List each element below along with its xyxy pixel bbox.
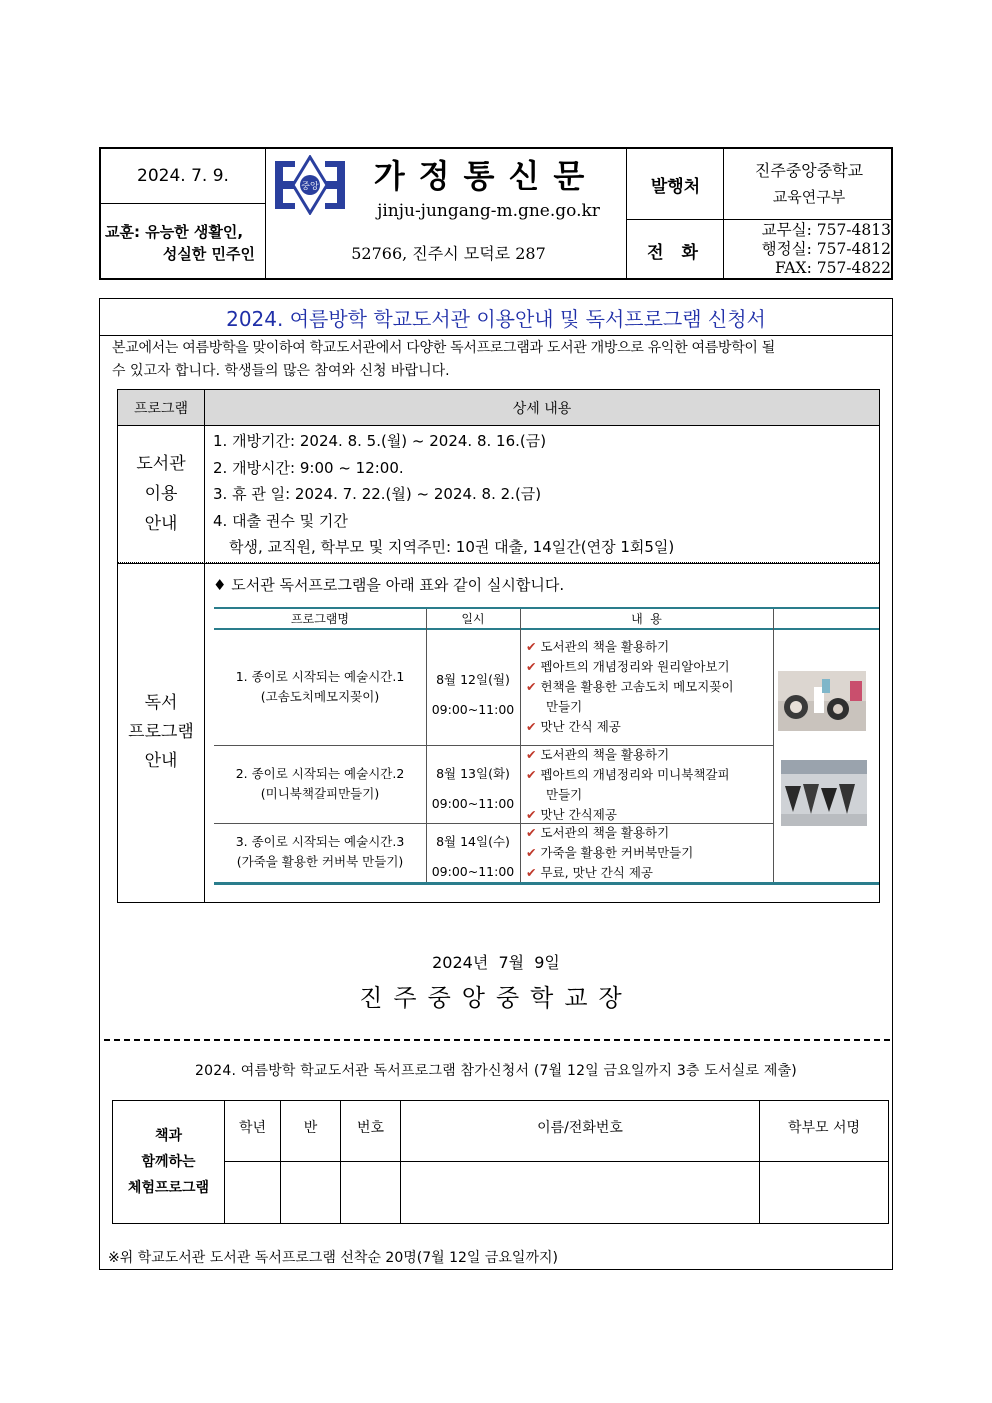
program-3-datetime [426,827,520,887]
library-label-1: 도서관 [136,454,186,475]
col-detail-header: 상세 내용 [205,390,880,426]
form-row-label-1: 책과 [154,1128,183,1144]
program-2-datetime [426,759,520,819]
check-icon: ✔ [526,659,537,674]
program-3-item: ✔ 도서관의 책을 활용하기 [526,825,670,840]
program-3-title: 3. 종이로 시작되는 예술시간.3 [235,834,405,849]
cut-line [104,1039,890,1041]
program-2-item: ✔ 펩아트의 개념정리와 미니북책갈피 [526,767,730,782]
program-3-subtitle: (가죽을 활용한 커버북 만들기) [236,854,404,869]
publisher-dept: 교육연구부 [772,188,846,206]
check-icon: ✔ [526,865,537,880]
program-1-name [214,667,426,707]
col-number: 번호 [341,1101,401,1162]
school-website: jinju-jungang-m.gne.go.kr [377,201,600,221]
library-closed-days: 3. 휴 관 일: 2024. 7. 22.(월) ~ 2024. 8. 2.(금) [213,485,542,503]
check-icon: ✔ [526,747,537,762]
grade-input[interactable] [225,1162,281,1224]
publisher-label: 발행처 [650,176,701,197]
program-3-content [526,823,771,883]
intro-line-1: 본교에서는 여름방학을 맞이하여 학교도서관에서 다양한 독서프로그램과 도서관 개방으로 유익한 여름방학이 될 [112,340,776,356]
phone-admin-office: 행정실: 757-4812 [761,240,891,258]
check-icon: ✔ [526,807,537,822]
svg-text:중앙: 중앙 [301,182,319,192]
form-row-label-2: 함께하는 [141,1154,196,1170]
col-grade: 학년 [225,1101,281,1162]
program-1-date: 8월 12일(월) [436,672,510,687]
program-2-time: 09:00~11:00 [431,796,515,811]
phone-fax: FAX: 757-4822 [774,259,891,277]
col-program-content: 내 용 [631,612,662,626]
bookmark-photo-icon [781,760,867,826]
reading-label-cell [118,563,205,902]
program-1-item: ✔ 헌책을 활용한 고솜도치 메모지꽂이 [526,679,734,694]
application-footnote: ※위 학교도서관 도서관 독서프로그램 선착순 20명(7월 12일 금요일까지) [108,1250,558,1266]
program-3-time: 09:00~11:00 [431,864,515,879]
phone-teachers-office: 교무실: 757-4813 [761,221,891,239]
craft-photo-icon [778,671,866,731]
col-class: 반 [281,1101,341,1162]
reading-label-2: 프로그램 [128,722,194,742]
program-1-datetime [426,665,520,725]
program-3-date: 8월 14일(수) [436,834,510,849]
check-icon: ✔ [526,679,537,694]
sign-date: 2024년 7월 9일 [432,953,560,972]
school-motto [101,205,265,280]
principal-name: 진주중앙중학교장 [359,984,633,1012]
publisher-info [725,149,893,219]
library-open-period: 1. 개방기간: 2024. 8. 5.(월) ~ 2024. 8. 16.(금) [213,432,547,450]
program-3-item: ✔ 가죽을 활용한 커버북만들기 [526,845,694,860]
phone-numbers [729,221,891,278]
library-open-hours: 2. 개방시간: 9:00 ~ 12:00. [213,458,404,477]
program-1-time: 09:00~11:00 [431,702,515,717]
phone-label: 전 화 [647,243,704,263]
check-icon: ✔ [526,767,537,782]
program-2-name [214,764,426,804]
newsletter-header [99,147,893,280]
program-3-name [214,832,426,872]
school-logo [273,155,347,215]
application-form [112,1100,889,1224]
check-icon: ✔ [526,825,537,840]
program-1-item: ✔ 펩아트의 개념정리와 원리알아보기 [526,659,730,674]
intro-text [112,337,887,383]
school-address: 52766, 진주시 모덕로 287 [351,244,546,263]
check-icon: ✔ [526,639,537,654]
program-2-title: 2. 종이로 시작되는 예술시간.2 [235,766,405,781]
reading-program-table [214,607,879,885]
notice-title: 2024. 여름방학 학교도서관 이용안내 및 독서프로그램 신청서 [226,307,766,331]
parent-signature-input[interactable] [760,1162,889,1224]
program-2-item: ✔ 도서관의 책을 활용하기 [526,747,670,762]
library-label-cell [118,426,205,564]
publisher-name: 진주중앙중학교 [754,161,864,180]
library-loan-detail: 학생, 교직원, 학부모 및 지역주민: 10권 대출, 14일간(연장 1회5일) [229,538,675,556]
reading-lead: ♦ 도서관 독서프로그램을 아래 표와 같이 실시합니다. [213,575,565,594]
program-2-item-wrap: 만들기 [546,787,583,802]
program-2-subtitle: (미니북책갈피만들기) [260,786,380,801]
school-logo-icon [273,155,347,215]
program-photo-1 [778,671,866,731]
issue-date: 2024. 7. 9. [137,166,229,186]
col-program-name: 프로그램명 [291,612,349,626]
col-name-phone: 이름/전화번호 [401,1101,760,1162]
program-1-title: 1. 종이로 시작되는 예술시간.1 [235,669,405,684]
program-3-item: ✔ 무료, 맛난 간식 제공 [526,865,653,880]
library-label-3: 안내 [144,514,178,535]
name-phone-input[interactable] [401,1162,760,1224]
motto-line-1: 교훈: 유능한 생활인, [105,222,244,241]
motto-line-2: 성실한 민주인 [162,244,255,263]
reading-label-1: 독서 [144,693,178,713]
library-detail-cell [205,426,880,564]
newsletter-title: 가정통신문 [373,157,599,195]
check-icon: ✔ [526,719,537,734]
number-input[interactable] [341,1162,401,1224]
form-row-label-3: 체험프로그램 [127,1180,210,1196]
check-icon: ✔ [526,845,537,860]
program-1-item-wrap: 만들기 [546,699,583,714]
application-title: 2024. 여름방학 학교도서관 독서프로그램 참가신청서 (7월 12일 금요일까지 3층 도서실로 제출) [195,1063,797,1079]
library-loan-title: 4. 대출 권수 및 기간 [213,511,348,530]
reading-label-3: 안내 [144,751,178,771]
intro-line-2: 수 있고자 합니다. 학생들의 많은 참여와 신청 바랍니다. [112,363,450,379]
class-input[interactable] [281,1162,341,1224]
form-row-label [113,1101,225,1224]
col-program-header: 프로그램 [118,390,205,426]
library-label-2: 이용 [144,484,178,505]
program-2-item: ✔ 맛난 간식제공 [526,807,617,822]
program-photo-2 [781,760,867,826]
program-2-date: 8월 13일(화) [436,766,510,781]
program-2-content [526,745,771,825]
col-parent-signature: 학부모 서명 [760,1101,889,1162]
program-1-item: ✔ 도서관의 책을 활용하기 [526,639,670,654]
program-1-subtitle: (고솜도치메모지꽂이) [260,689,380,704]
col-program-date: 일시 [461,612,485,626]
program-1-content [526,637,771,737]
program-1-item: ✔ 맛난 간식 제공 [526,719,621,734]
